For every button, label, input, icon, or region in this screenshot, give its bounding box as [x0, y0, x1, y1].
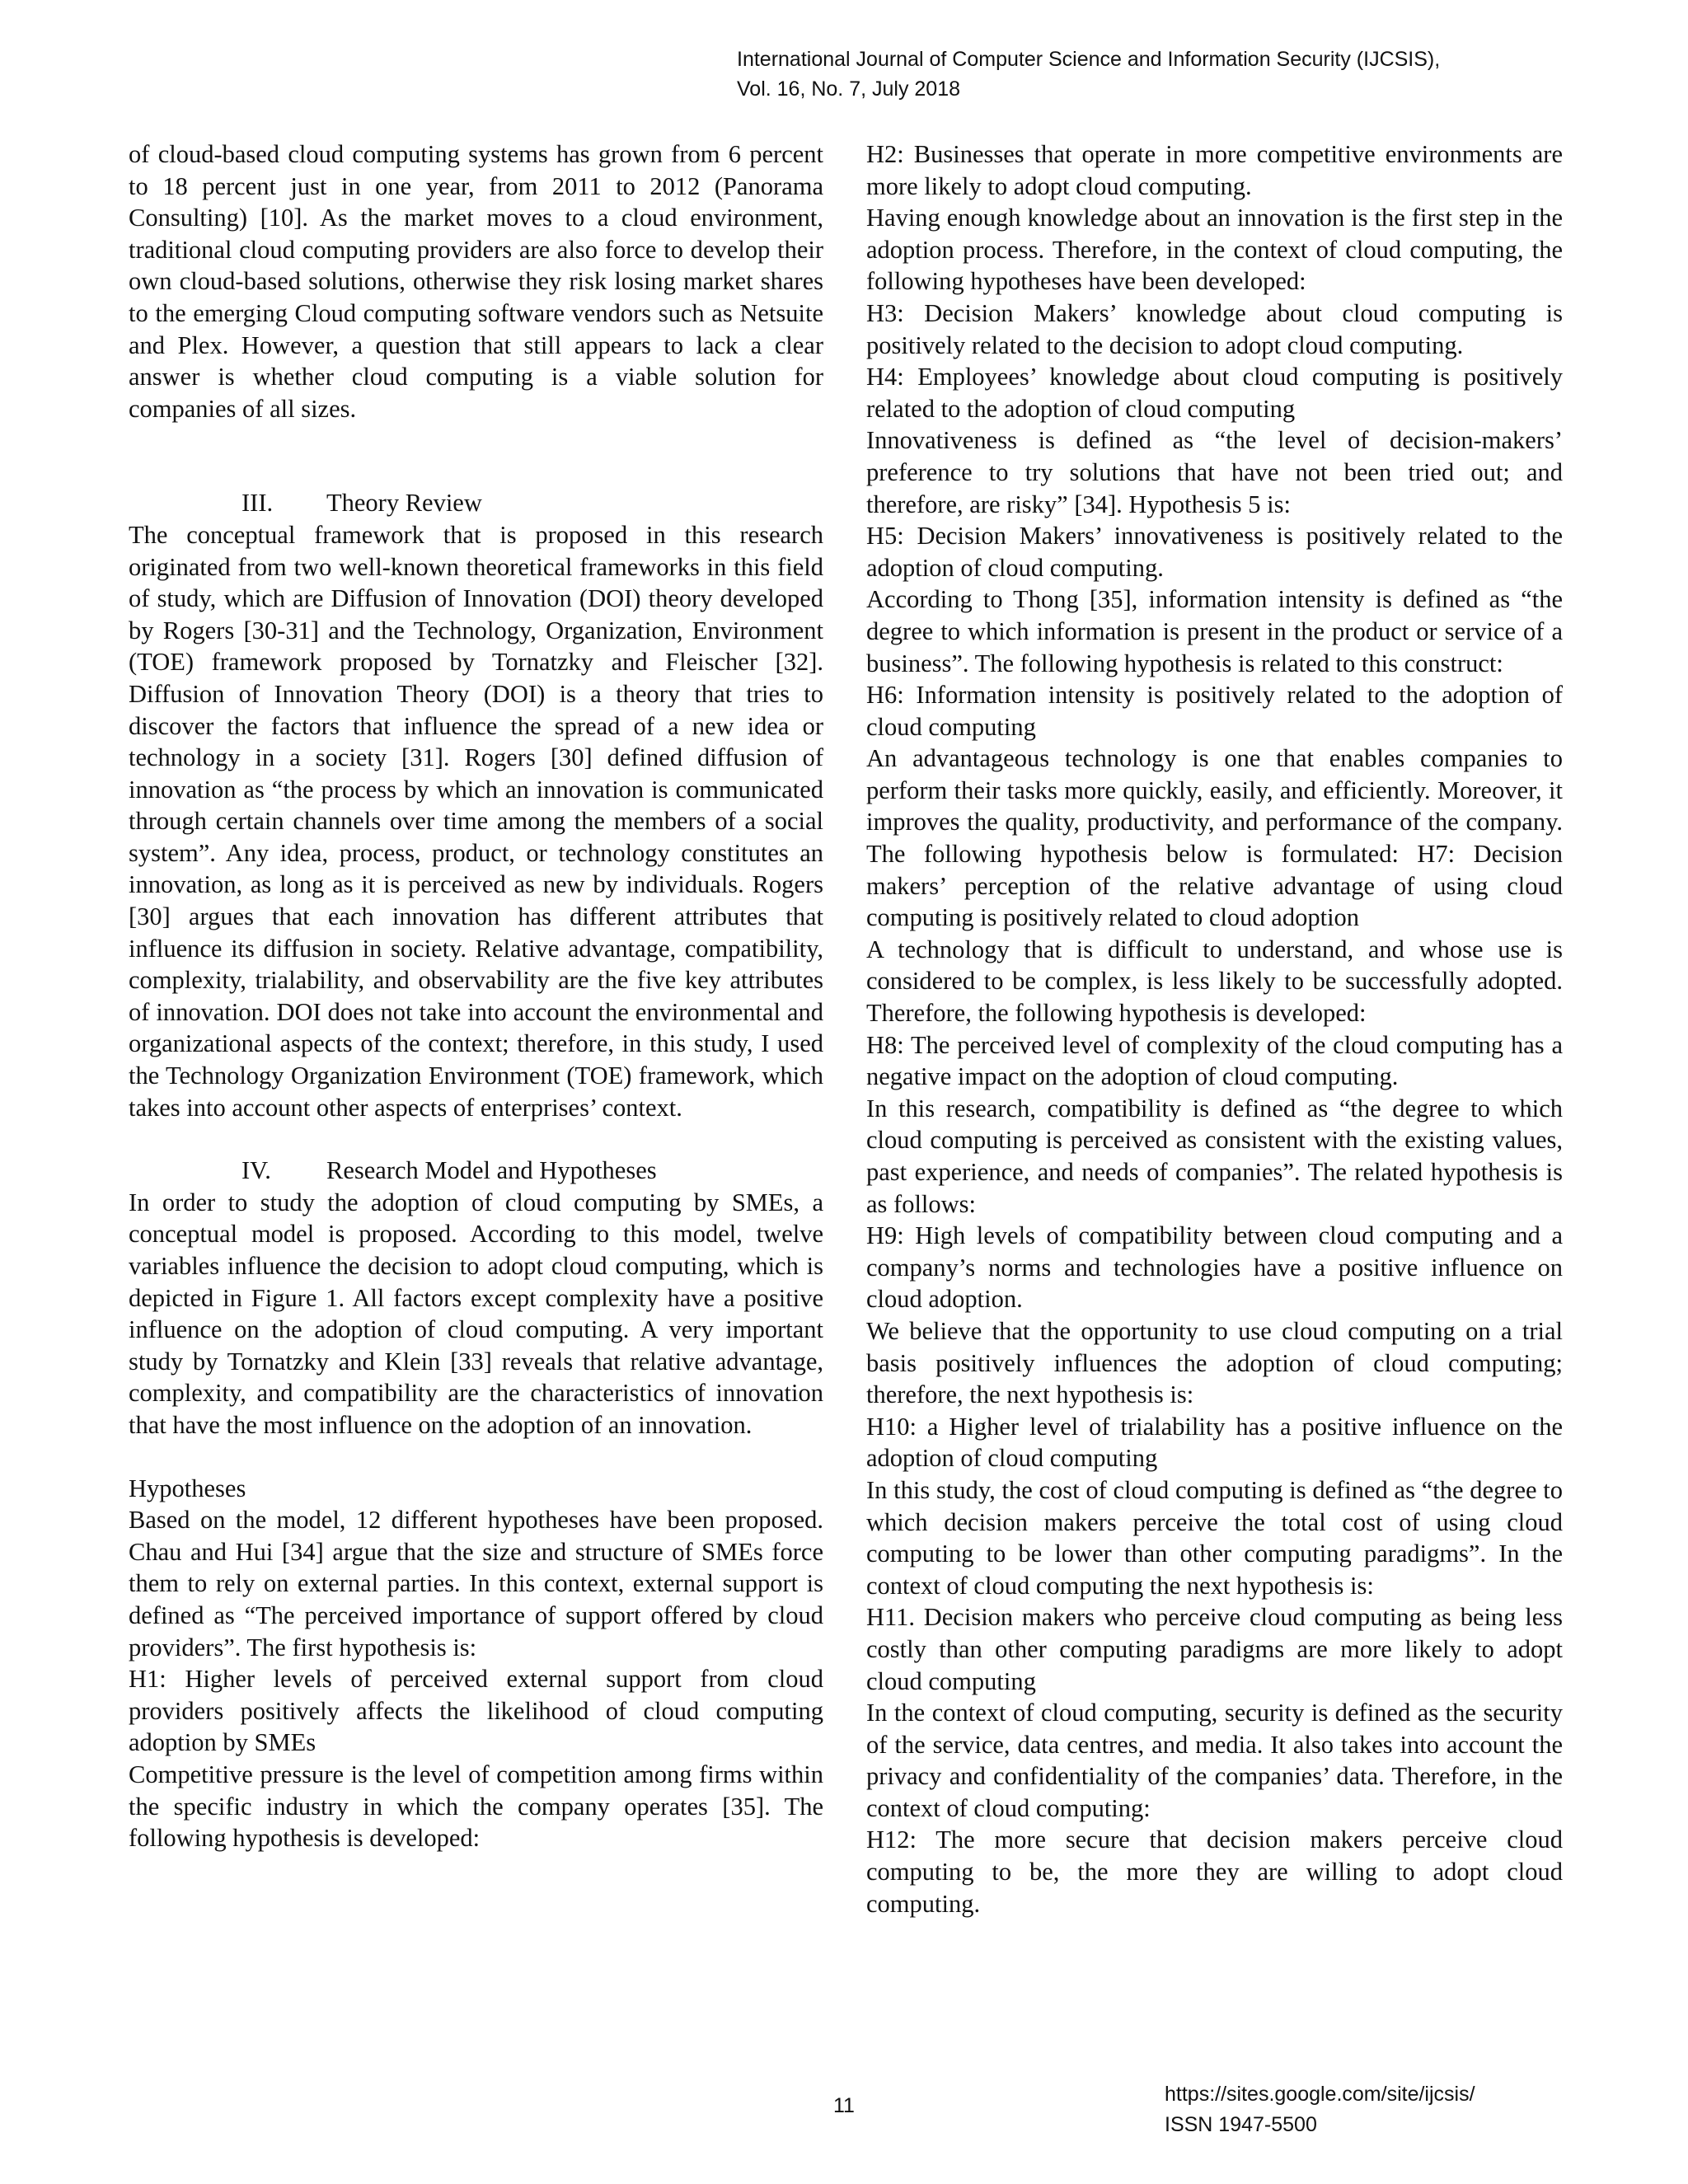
complexity-paragraph: A technology that is difficult to understand, and whose use is considered to be complex, is less likely to be successfully adopted. Therefore, the following hypothesis is developed: [866, 935, 1563, 1028]
competitive-pressure-paragraph: Competitive pressure is the level of competition among firms within the specific industry in which the company operates [35]. The following hypothesis is developed: [129, 1760, 823, 1853]
hypothesis-h2: H2: Businesses that operate in more competitive environments are more likely to adopt cloud computing. [866, 140, 1563, 200]
research-model-paragraph: In order to study the adoption of cloud computing by SMEs, a conceptual model is proposed. According to this model, twelve variables influence the decision to adopt cloud computing, which is depicted in Figure 1. All factors except complexity have a positive influence on the adoption of cloud computing. A very important study by Tornatzky and Klein [33] reveals that relative advantage, complexity, and compatibility are the characteristics of innovation that have the most influence on the adoption of an innovation. [129, 1188, 823, 1439]
innovativeness-paragraph: Innovativeness is defined as “the level of decision-makers’ preference to try solutions that have not been tried out; and therefore, are risky” [34]. Hypothesis 5 is: [866, 426, 1563, 518]
hypothesis-h10: H10: a Higher level of trialability has a positive influence on the adoption of cloud computing [866, 1412, 1563, 1473]
hypothesis-h8: H8: The perceived level of complexity of the cloud computing has a negative impact on the adoption of cloud computing. [866, 1030, 1563, 1091]
hypotheses-heading: Hypotheses [129, 1474, 246, 1502]
hypothesis-h12: H12: The more secure that decision makers perceive cloud computing to be, the more they are willing to adopt cloud computing. [866, 1825, 1563, 1918]
trialability-paragraph: We believe that the opportunity to use cloud computing on a trial basis positively influences the adoption of cloud computing; therefore, the next hypothesis is: [866, 1316, 1563, 1409]
hypothesis-h5: H5: Decision Makers’ innovativeness is positively related to the adoption of cloud computing. [866, 522, 1563, 582]
footer-info [1165, 2079, 1475, 2140]
relative-advantage-paragraph: An advantageous technology is one that enables companies to perform their tasks more quickly, easily, and efficiently. Moreover, it improves the quality, productivity, and performance of the company. The following hypothesis below is formulated: H7: Decision makers’ perception of the relative advantage of using cloud computing is positively related to cloud adoption [866, 744, 1563, 932]
right-column [866, 138, 1563, 1919]
hypothesis-h1: H1: Higher levels of perceived external support from cloud providers positively affects the likelihood of cloud computing adoption by SMEs [129, 1665, 823, 1757]
issn-number: ISSN 1947-5500 [1165, 2113, 1317, 2136]
intro-paragraph: of cloud-based cloud computing systems has grown from 6 percent to 18 percent just in one year, from 2011 to 2012 (Panorama Consulting) [10]. As the market moves to a cloud environment, traditional cloud computing providers are also force to develop their own cloud-based solutions, otherwise they risk losing market shares to the emerging Cloud computing software vendors such as Netsuite and Plex. However, a question that still appears to lack a clear answer is whether cloud computing is a viable solution for companies of all sizes. [129, 140, 823, 423]
section-title: Research Model and Hypotheses [326, 1156, 657, 1185]
section-number: IV. [241, 1156, 271, 1185]
hypotheses-intro-paragraph: Based on the model, 12 different hypotheses have been proposed. Chau and Hui [34] argue that the size and structure of SMEs force them to rely on external parties. In this context, external support is defined as “The perceived importance of support offered by cloud providers”. The first hypothesis is: [129, 1506, 823, 1661]
section-heading-theory-review [129, 487, 823, 519]
theory-review-paragraph: The conceptual framework that is proposed in this research originated from two well-known theoretical frameworks in this field of study, which are Diffusion of Innovation (DOI) theory developed by Rogers [30-31] and the Technology, Organization, Environment (TOE) framework proposed by Tornatzky and Fleischer [32]. Diffusion of Innovation Theory (DOI) is a theory that tries to discover the factors that influence the spread of a new idea or technology in a society [31]. Rogers [30] defined diffusion of innovation as “the process by which an innovation is communicated through certain channels over time among the members of a social system”. Any idea, process, product, or technology constitutes an innovation, as long as it is perceived as new by individuals. Rogers [30] argues that each innovation has different attributes that influence its diffusion in society. Relative advantage, compatibility, complexity, trialability, and observability are the five key attributes of innovation. DOI does not take into account the environmental and organizational aspects of the context; therefore, in this study, I used the Technology Organization Environment (TOE) framework, which takes into account other aspects of enterprises’ context. [129, 520, 823, 1122]
knowledge-paragraph: Having enough knowledge about an innovation is the first step in the adoption process. Therefore, in the context of cloud computing, the following hypotheses have been developed: [866, 204, 1563, 296]
security-paragraph: In the context of cloud computing, security is defined as the security of the service, data centres, and media. It also takes into account the privacy and confidentiality of the companies’ data. Therefore, in the context of cloud computing: [866, 1699, 1563, 1822]
page-number: 11 [833, 2094, 855, 2117]
section-number: III. [241, 489, 274, 518]
compatibility-paragraph: In this research, compatibility is defined as “the degree to which cloud computing is perceived as consistent with the existing values, past experience, and needs of companies”. The related hypothesis is as follows: [866, 1094, 1563, 1218]
journal-url[interactable]: https://sites.google.com/site/ijcsis/ [1165, 2083, 1475, 2106]
hypothesis-h4: H4: Employees’ knowledge about cloud computing is positively related to the adoption of cloud computing [866, 363, 1563, 423]
hypothesis-h3: H3: Decision Makers’ knowledge about cloud computing is positively related to the decision to adopt cloud computing. [866, 298, 1563, 359]
cost-paragraph: In this study, the cost of cloud computing is defined as “the degree to which decision makers perceive the total cost of using cloud computing to be lower than other computing paradigms”. In the context of cloud computing the next hypothesis is: [866, 1475, 1563, 1600]
journal-volume: Vol. 16, No. 7, July 2018 [737, 77, 961, 101]
hypothesis-h11: H11. Decision makers who perceive cloud computing as being less costly than other computing paradigms are more likely to adopt cloud computing [866, 1603, 1563, 1695]
journal-name: International Journal of Computer Science and Information Security (IJCSIS), [737, 48, 1441, 71]
information-intensity-paragraph: According to Thong [35], information intensity is defined as “the degree to which information is present in the product or service of a business”. The following hypothesis is related to this construct: [866, 585, 1563, 677]
hypothesis-h6: H6: Information intensity is positively related to the adoption of cloud computing [866, 681, 1563, 741]
journal-header [737, 45, 1440, 104]
section-title: Theory Review [326, 489, 482, 518]
left-column [129, 138, 823, 1854]
section-heading-research-model [129, 1155, 823, 1187]
hypothesis-h9: H9: High levels of compatibility between cloud computing and a company’s norms and technologies have a positive influence on cloud adoption. [866, 1221, 1563, 1314]
